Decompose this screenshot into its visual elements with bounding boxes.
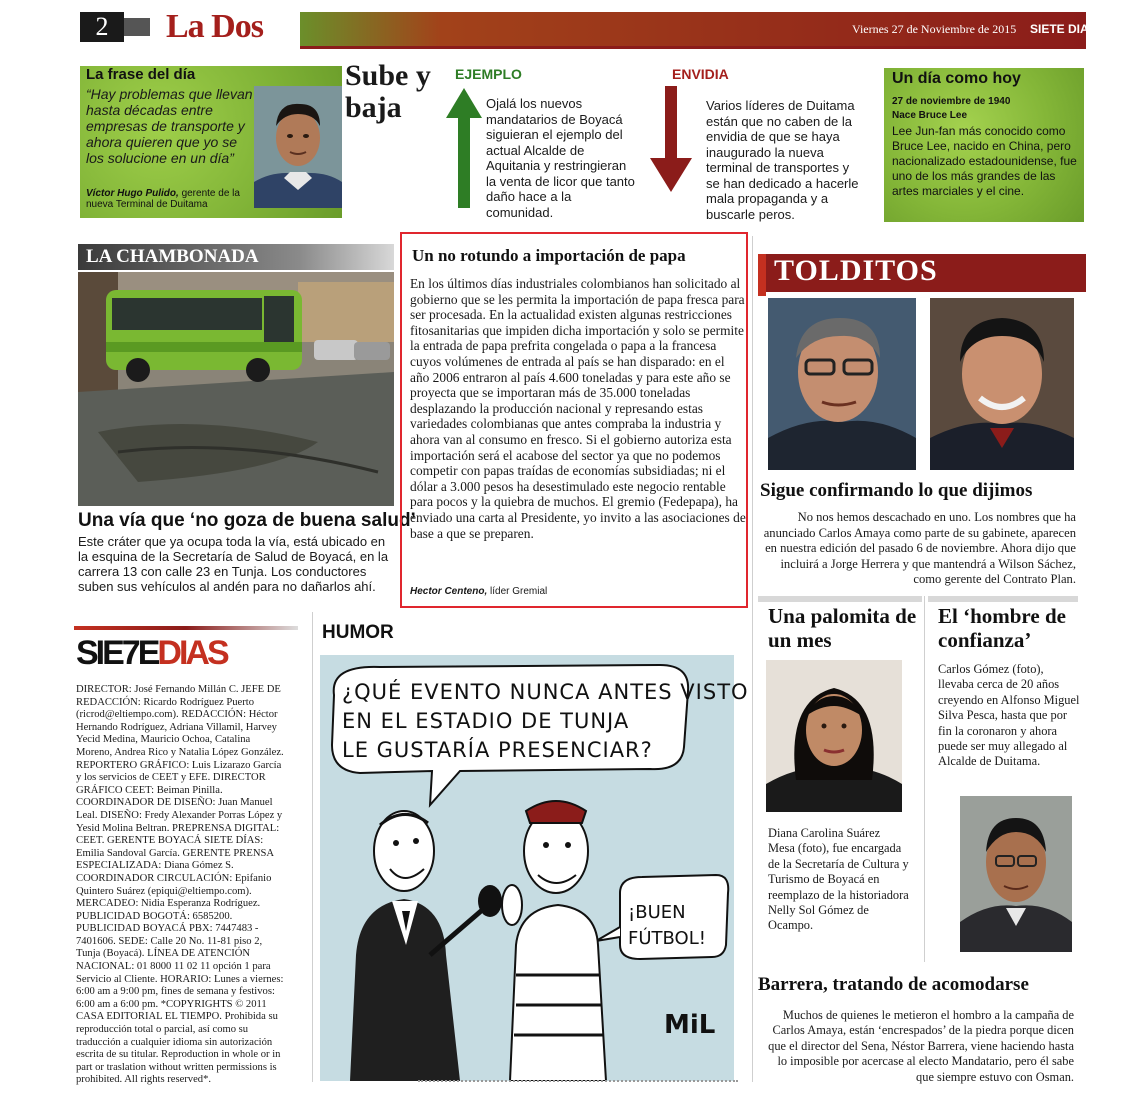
importacion-sign-name: Hector Centeno, [410,586,488,597]
chambonada-headline: Una vía que ‘no goza de buena salud’ [78,510,416,531]
humor-bubble-2-line-1: ¡BUEN [628,902,686,923]
issue-date: Viernes 27 de Noviembre de 2015 [852,22,1017,36]
hombre-confianza-text: Carlos Gómez (foto), llevaba cerca de 20 años creyendo en Alfonso Miguel Silva Pesca, hasta que por fin la coronaron y ahora puede ser muy allegado al Alcalde de Duitama. [938,662,1080,769]
page-number: 2 [80,12,124,42]
header-brand: SIETE DIAS [1030,22,1097,36]
humor-bubble-2 [628,900,706,952]
dia-como-hoy-text: Lee Jun-fan más conocido como Bruce Lee, nacido en China, pero nacionalizado estadounidense, fue uno de los más grandes de las artes marciales y el cine. [892,124,1077,198]
humor-dotted-rule [418,1080,738,1088]
dia-como-hoy-title: Un día como hoy [892,70,1021,87]
frase-author [86,188,266,210]
column-divider [312,612,313,1082]
header-strip [300,46,1086,49]
page-number-tab [124,18,150,36]
tolditos-accent [758,254,766,296]
palomita-title: Una palomita de un mes [768,604,917,652]
palomita-rule [758,596,922,602]
dia-como-hoy-subtitle: Nace Bruce Lee [892,110,968,121]
logo-part-b: DIAS [157,634,227,672]
hombre-confianza-rule [928,596,1078,602]
credits-bar [74,626,298,630]
frase-author-name: Víctor Hugo Pulido, [86,188,179,199]
importacion-text: En los últimos días industriales colombianos han solicitado al gobierno que se les permita la importación de papa fresca para ser procesada. En la actualidad existen algunas restricciones fitosanitarias que impiden dicha importación y solo se permite la entrada de papa prefrita congelada o papa a la francesa cuyos volúmenes de entrada al país se han disparado: en el año 2006 entraron al país 4.600 toneladas y para este año se proyecta que se importaran más de 35.000 toneladas desplazando la producción nacional y represando estas variedades colombianas que antes compraba la industria y ahora van al consumo en fresco. Si el gobierno autoriza esta importación será el acabose del sector ya que no podemos competir con papas traídas de economías subsidiadas; ni el dólar a 3.000 pesos ha desestimulado este negocio rentable para pocos y la quiebra de muchos. El gremio (Fedepapa), ha enviado una carta al Presidente, yo invito a las asociaciones de base a que se preparen. [410,276,746,541]
palomita-text: Diana Carolina Suárez Mesa (foto), fue encargada de la Secretaría de Cultura y Turismo de Boyacá en reemplazo de la historiadora Nelly Sol Gómez de Ocampo. [768,826,909,933]
barrera-text: Muchos de quienes le metieron el hombro a la campaña de Carlos Amaya, están ‘encrespados’ de la piedra porque dicen que el director del Sena, Néstor Barrera, viene haciendo hasta lo imposible por acercase al electo Mandatario, pero él sabe que siempre estuvo con Osman. [768,1008,1074,1084]
hombre-confianza-portrait-photo [960,796,1072,952]
humor-section-title: HUMOR [322,622,394,643]
section-title: La Dos [166,8,263,45]
credits-text: DIRECTOR: José Fernando Millán C. JEFE DE REDACCIÓN: Ricardo Rodríguez Puerto (ricrod@eltiempo.com). REDACCIÓN: Héctor Hernando Rodríguez, Adriana Villamil, Harvey Yecid Medina, Mauricio Ochoa, Catalina Moreno, Andrea Rico y Natalia López González. REPORTERO GRÁFICO: Luis Lizarazo García y los servicios de CEET y EFE. DIRECTOR GRÁFICO CEET: Beiman Pinilla. COORDINADOR DE DISEÑO: Juan Manuel Leal. DISEÑO: Fredy Alexander Porras López y Yesid Molina Beltran. PREPRENSA DIGITAL: CEET. GERENTE BOYACÁ SIETE DÍAS: Emilia Sandoval García. GERENTE PRENSA ESPECIALIZADA: Diana Gómez S. COORDINADOR CIRCULACIÓN: Epifanio Quintero Suárez (epiqui@eltiempo.com). MERCADEO: Nidia Esperanza Rodríguez. PUBLICIDAD BOGOTÁ: 6585200. PUBLICIDAD BOYACÁ PBX: 7447483 - 7401606. SEDE: Calle 20 No. 11-81 piso 2, Tunja (Boyacá). LÍNEA DE ATENCIÓN NACIONAL: 01 8000 11 02 11 opción 1 para Servicio al Cliente. HORARIO: Lunes a viernes: 6:00 am a 9:00 pm, fines de semana y festivos: 6:00 am a 6:00 pm. *COPYRIGHTS © 2011 CASA EDITORIAL EL TIEMPO. Prohibida su reproducción total o parcial, así como su traducción a cualquier idioma sin autorización escrita de su titular. Reproduction in whole or in part or traslation without written permissions is prohibited. All rights reserved*. [76,684,284,1086]
tolditos-photo-right [930,298,1074,470]
column-divider [924,596,925,962]
frase-title: La frase del día [86,66,196,83]
importacion-sign-role: líder Gremial [490,586,548,597]
chambonada-text: Este cráter que ya ocupa toda la vía, está ubicado en la esquina de la Secretaría de Salud de Boyacá, en la carrera 13 con calle 23 en Tunja. Los conductores suben sus vehículos al andén para no dañarlos ahí. [78,534,389,594]
ejemplo-label: EJEMPLO [455,66,522,82]
frase-quote: “Hay problemas que llevan hasta décadas entre empresas de transporte y ahora quieren que yo se los solucione en un día” [86,86,253,166]
hombre-confianza-title: El ‘hombre de confianza’ [938,604,1066,652]
humor-signature: MiL [664,1010,716,1040]
chambonada-section-title: LA CHAMBONADA [86,246,259,267]
column-divider [752,236,753,1082]
humor-bubble-1-line-1: ¿QUÉ EVENTO NUNCA ANTES VISTO [342,680,749,704]
sube-baja-title: Sube y baja [345,59,431,124]
envidia-label: ENVIDIA [672,66,729,82]
humor-bubble-1 [342,678,749,765]
arrow-up-icon [444,86,484,210]
dia-como-hoy-date: 27 de noviembre de 1940 [892,96,1011,107]
frase-portrait-photo [254,86,342,208]
importacion-signature [410,586,547,597]
tolditos-text: No nos hemos descachado en uno. Los nombres que ha anunciado Carlos Amaya como parte de su gabinete, aparecen en nuestra edición del pasado 6 de noviembre. Ahora dijo que incluirá a Jorge Herrera y que mantendrá a Wilson Sáchez, como gerente del Contrato Plan. [763,510,1076,587]
logo-part-a: SIE7E [76,634,158,672]
arrow-down-icon [648,84,694,194]
palomita-portrait-photo [766,660,902,812]
frase-author-role: gerente de la nueva Terminal de Duitama [86,188,240,210]
humor-bubble-2-line-2: FÚTBOL! [628,928,706,949]
humor-bubble-1-line-3: LE GUSTARÍA PRESENCIAR? [342,738,653,762]
tolditos-headline: Sigue confirmando lo que dijimos [760,480,1033,501]
chambonada-bus-photo [78,272,394,506]
ejemplo-text: Ojalá los nuevos mandatarios de Boyacá siguieran el ejemplo del actual Alcalde de Aquitania y restringieran la venta de licor que tanto daño hace a la comunidad. [486,96,635,220]
tolditos-photo-left [768,298,916,470]
humor-bubble-1-line-2: EN EL ESTADIO DE TUNJA [342,709,630,733]
envidia-text: Varios líderes de Duitama están que no caben de la envidia de que se haya inaugurado la nueva terminal de transportes y se han dedicado a hacerle mala propaganda y a buscarle peros. [706,98,859,222]
siete-dias-logo [76,634,227,673]
importacion-title: Un no rotundo a importación de papa [412,246,686,265]
tolditos-section-title: TOLDITOS [774,254,938,287]
barrera-headline: Barrera, tratando de acomodarse [758,974,1029,995]
